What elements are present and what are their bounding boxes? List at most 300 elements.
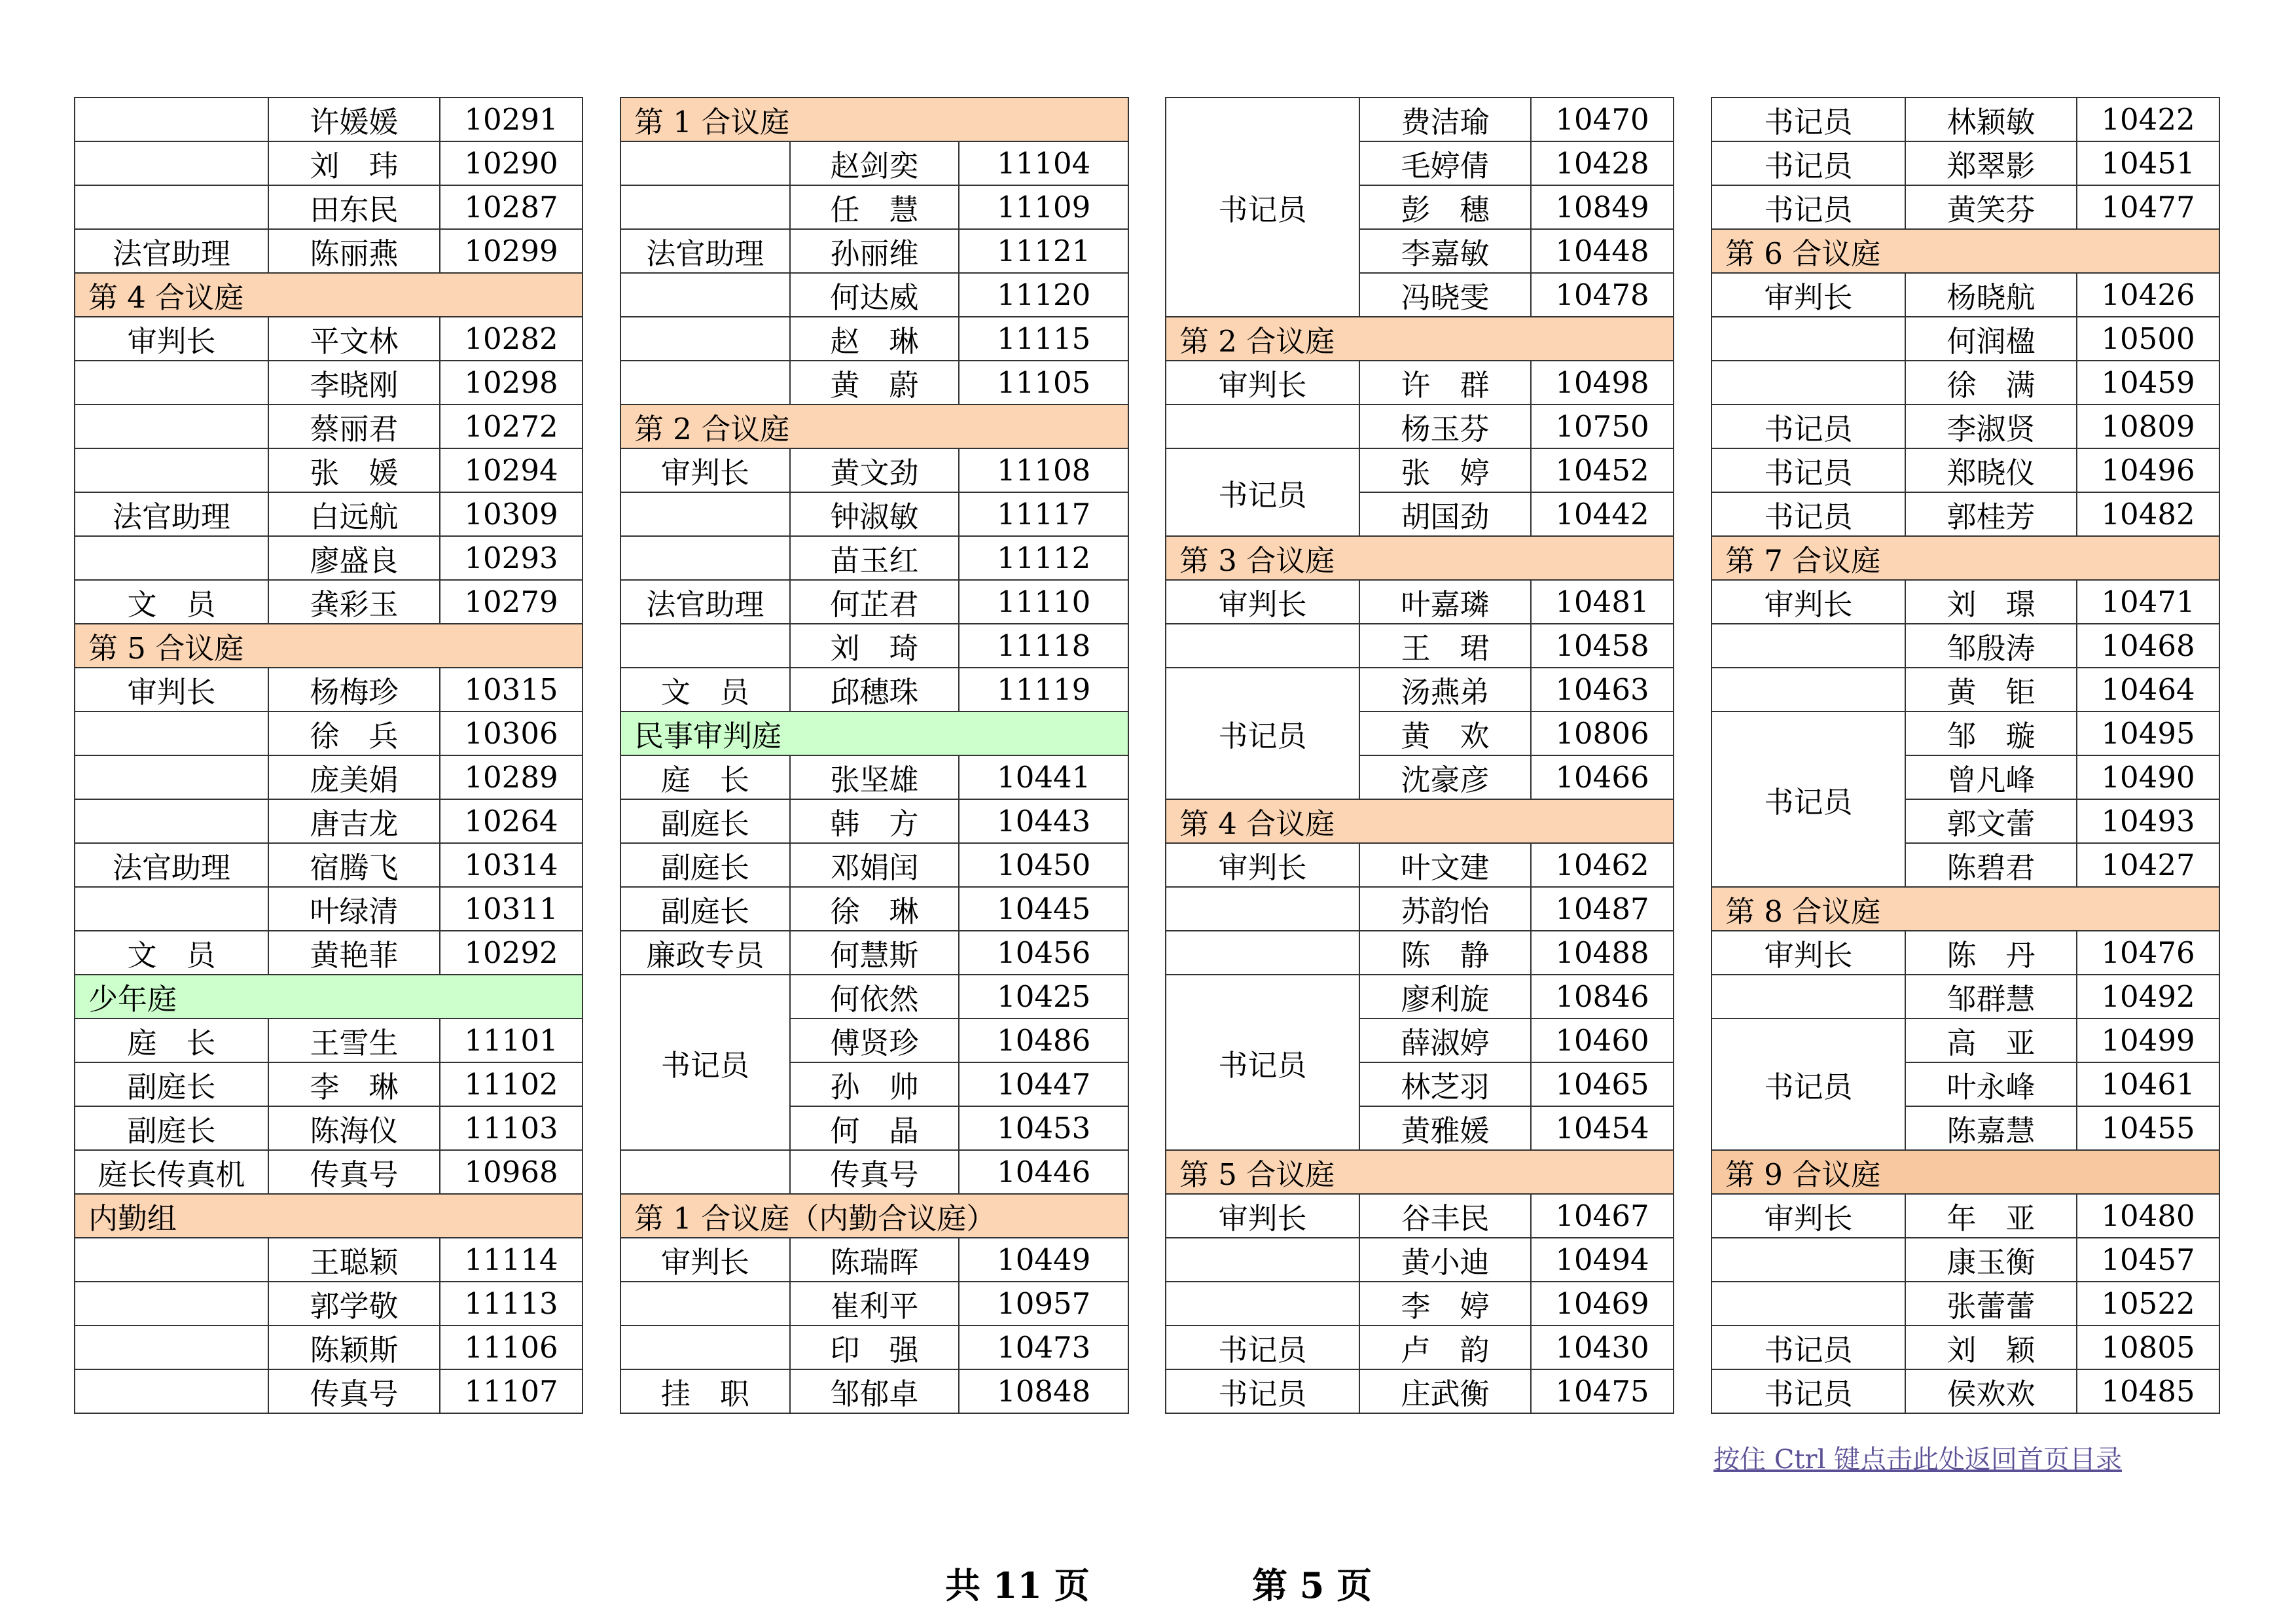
extension-cell: 10442 [1531,492,1674,536]
section-header-row [1166,536,1674,580]
extension-cell: 10495 [2077,712,2219,755]
extension-cell: 11105 [959,361,1128,405]
role-cell [1166,1238,1359,1282]
role-cell: 审判长 [75,668,268,712]
name-cell: 陈 丹 [1905,931,2077,975]
name-cell: 苗玉红 [790,536,960,580]
table-row [1166,448,1674,492]
table-row [1166,1326,1674,1369]
name-cell: 徐 琳 [790,887,960,931]
name-cell: 唐吉龙 [268,799,440,843]
name-cell: 崔利平 [790,1282,960,1326]
name-cell: 王雪生 [268,1019,440,1062]
name-cell: 刘 琦 [790,624,960,668]
name-cell: 邹 璇 [1905,712,2077,755]
name-cell: 叶嘉璘 [1359,580,1531,624]
role-cell: 审判长 [620,1238,790,1282]
name-cell: 沈豪彦 [1359,755,1531,799]
role-cell [75,361,268,405]
role-cell: 书记员 [1712,448,1905,492]
extension-cell: 10293 [440,536,583,580]
extension-cell: 10450 [959,843,1128,887]
extension-cell: 10298 [440,361,583,405]
role-cell: 法官助理 [620,580,790,624]
role-cell [1166,931,1359,975]
section-title: 第 5 合议庭 [75,624,583,668]
name-cell: 赵 琳 [790,317,960,361]
extension-cell: 10306 [440,712,583,755]
role-cell [1712,975,1905,1019]
name-cell: 叶文建 [1359,843,1531,887]
role-cell: 书记员 [1166,1326,1359,1369]
extension-cell: 10452 [1531,448,1674,492]
extension-cell: 10455 [2077,1106,2219,1150]
table-row [1712,405,2219,448]
role-cell: 法官助理 [75,843,268,887]
name-cell: 林颖敏 [1905,98,2077,141]
name-cell: 苏韵怡 [1359,887,1531,931]
table-row [75,141,583,185]
table-row [1712,448,2219,492]
name-cell: 胡国劲 [1359,492,1531,536]
extension-cell: 10448 [1531,229,1674,273]
name-cell: 陈瑞晖 [790,1238,960,1282]
table-row [620,931,1128,975]
role-cell: 书记员 [1166,668,1359,799]
total-pages: 共 11 页 [945,1564,1090,1606]
table-row [75,843,583,887]
table-row [75,1326,583,1369]
name-cell: 杨晓航 [1905,273,2077,317]
role-cell: 书记员 [1712,1019,1905,1150]
role-cell [75,755,268,799]
table-row [620,273,1128,317]
table-row [1166,668,1674,712]
table-row [620,1369,1128,1413]
table-row [1166,1282,1674,1326]
table-row [1712,1194,2219,1238]
role-cell: 法官助理 [75,492,268,536]
role-cell: 审判长 [1166,580,1359,624]
name-cell: 毛婷倩 [1359,141,1531,185]
table-row [620,580,1128,624]
table-row [1166,931,1674,975]
role-cell: 审判长 [1166,361,1359,405]
directory-column-1 [74,97,583,1414]
name-cell: 邱穗珠 [790,668,960,712]
extension-cell: 10462 [1531,843,1674,887]
table-row [620,536,1128,580]
role-cell: 审判长 [75,317,268,361]
name-cell: 傅贤珍 [790,1019,960,1062]
extension-cell: 10957 [959,1282,1128,1326]
role-cell: 审判长 [1712,273,1905,317]
name-cell: 陈丽燕 [268,229,440,273]
name-cell: 龚彩玉 [268,580,440,624]
name-cell: 邹郁卓 [790,1369,960,1413]
name-cell: 黄雅媛 [1359,1106,1531,1150]
name-cell: 传真号 [268,1150,440,1194]
section-title: 内勤组 [75,1194,583,1238]
table-row [620,141,1128,185]
role-cell [75,799,268,843]
name-cell: 张 婷 [1359,448,1531,492]
role-cell [620,141,790,185]
name-cell: 陈嘉慧 [1905,1106,2077,1150]
role-cell [75,98,268,141]
role-cell: 审判长 [1166,1194,1359,1238]
name-cell: 韩 方 [790,799,960,843]
role-cell: 庭 长 [620,755,790,799]
extension-cell: 11118 [959,624,1128,668]
role-cell [75,1326,268,1369]
table-row [1712,1282,2219,1326]
table-row [75,536,583,580]
name-cell: 刘 璟 [1905,580,2077,624]
table-row [1712,185,2219,229]
name-cell: 张蕾蕾 [1905,1282,2077,1326]
extension-cell: 10493 [2077,799,2219,843]
table-row [620,185,1128,229]
section-header-row [1166,1150,1674,1194]
extension-cell: 10809 [2077,405,2219,448]
name-cell: 刘 玮 [268,141,440,185]
name-cell: 庄武衡 [1359,1369,1531,1413]
name-cell: 庞美娟 [268,755,440,799]
role-cell: 书记员 [1712,405,1905,448]
extension-cell: 10309 [440,492,583,536]
table-row [75,492,583,536]
role-cell [620,492,790,536]
table-row [1712,317,2219,361]
role-cell: 审判长 [1712,1194,1905,1238]
table-row [620,624,1128,668]
role-cell: 副庭长 [75,1106,268,1150]
extension-cell: 10315 [440,668,583,712]
table-row [75,712,583,755]
role-cell: 书记员 [1712,712,1905,887]
name-cell: 蔡丽君 [268,405,440,448]
extension-cell: 11121 [959,229,1128,273]
role-cell: 书记员 [1712,1326,1905,1369]
table-row [1166,1194,1674,1238]
name-cell: 邓娟闰 [790,843,960,887]
table-row [620,755,1128,799]
extension-cell: 10488 [1531,931,1674,975]
extension-cell: 10490 [2077,755,2219,799]
role-cell [1712,317,1905,361]
extension-cell: 10476 [2077,931,2219,975]
extension-cell: 10279 [440,580,583,624]
extension-cell: 10454 [1531,1106,1674,1150]
extension-cell: 11107 [440,1369,583,1413]
extension-cell: 10463 [1531,668,1674,712]
table-row [1166,843,1674,887]
extension-cell: 10500 [2077,317,2219,361]
role-cell [75,185,268,229]
table-row [1166,624,1674,668]
extension-cell: 10272 [440,405,583,448]
table-row [620,1326,1128,1369]
table-row [1712,1369,2219,1413]
directory-column-3 [1165,97,1674,1414]
table-row [1712,580,2219,624]
name-cell: 邹群慧 [1905,975,2077,1019]
role-cell [75,141,268,185]
extension-cell: 11109 [959,185,1128,229]
name-cell: 传真号 [268,1369,440,1413]
extension-cell: 10282 [440,317,583,361]
extension-cell: 10451 [2077,141,2219,185]
table-row [1712,931,2219,975]
section-header-row [75,1194,583,1238]
extension-cell: 10292 [440,931,583,975]
name-cell: 康玉衡 [1905,1238,2077,1282]
name-cell: 彭 穗 [1359,185,1531,229]
extension-cell: 10498 [1531,361,1674,405]
extension-cell: 10459 [2077,361,2219,405]
role-cell: 法官助理 [75,229,268,273]
name-cell: 赵剑奕 [790,141,960,185]
table-row [1712,492,2219,536]
name-cell: 卢 韵 [1359,1326,1531,1369]
section-title: 民事审判庭 [620,712,1128,755]
role-cell: 审判长 [1166,843,1359,887]
role-cell [1166,1282,1359,1326]
name-cell: 李嘉敏 [1359,229,1531,273]
extension-cell: 10522 [2077,1282,2219,1326]
extension-cell: 10470 [1531,98,1674,141]
extension-cell: 11106 [440,1326,583,1369]
name-cell: 印 强 [790,1326,960,1369]
extension-cell: 10426 [2077,273,2219,317]
name-cell: 王聪颖 [268,1238,440,1282]
name-cell: 廖盛良 [268,536,440,580]
table-row [75,185,583,229]
extension-cell: 10494 [1531,1238,1674,1282]
extension-cell: 11115 [959,317,1128,361]
name-cell: 刘 颖 [1905,1326,2077,1369]
name-cell: 何达威 [790,273,960,317]
table-row [75,668,583,712]
role-cell [620,1282,790,1326]
role-cell: 书记员 [1166,975,1359,1150]
extension-cell: 10314 [440,843,583,887]
name-cell: 黄笑芬 [1905,185,2077,229]
extension-cell: 10294 [440,448,583,492]
name-cell: 汤燕弟 [1359,668,1531,712]
table-row [620,975,1128,1019]
extension-cell: 10486 [959,1019,1128,1062]
name-cell: 何润楹 [1905,317,2077,361]
name-cell: 薛淑婷 [1359,1019,1531,1062]
name-cell: 陈颖斯 [268,1326,440,1369]
extension-cell: 10806 [1531,712,1674,755]
role-cell [75,1369,268,1413]
name-cell: 邹殷涛 [1905,624,2077,668]
extension-cell: 11103 [440,1106,583,1150]
extension-cell: 10299 [440,229,583,273]
section-title: 第 6 合议庭 [1712,229,2219,273]
extension-cell: 10968 [440,1150,583,1194]
name-cell: 黄 钜 [1905,668,2077,712]
name-cell: 许 群 [1359,361,1531,405]
section-title: 第 5 合议庭 [1166,1150,1674,1194]
name-cell: 王 珺 [1359,624,1531,668]
table-row [1712,361,2219,405]
section-header-row [1166,317,1674,361]
name-cell: 侯欢欢 [1905,1369,2077,1413]
section-title: 第 3 合议庭 [1166,536,1674,580]
extension-cell: 10485 [2077,1369,2219,1413]
return-to-index-link[interactable]: 按住 Ctrl 键点击此处返回首页目录 [1713,1445,2123,1475]
name-cell: 徐 满 [1905,361,2077,405]
table-row [75,1062,583,1106]
extension-cell: 10805 [2077,1326,2219,1369]
role-cell [1712,668,1905,712]
name-cell: 田东民 [268,185,440,229]
extension-cell: 10471 [2077,580,2219,624]
table-row [75,98,583,141]
section-title: 第 9 合议庭 [1712,1150,2219,1194]
table-row [1166,887,1674,931]
role-cell [620,361,790,405]
name-cell: 杨玉芬 [1359,405,1531,448]
name-cell: 陈 静 [1359,931,1531,975]
name-cell: 郭文蕾 [1905,799,2077,843]
role-cell [75,1282,268,1326]
extension-cell: 10291 [440,98,583,141]
name-cell: 徐 兵 [268,712,440,755]
name-cell: 传真号 [790,1150,960,1194]
name-cell: 廖利旋 [1359,975,1531,1019]
extension-cell: 10422 [2077,98,2219,141]
table-row [620,361,1128,405]
section-title: 第 2 合议庭 [1166,317,1674,361]
role-cell: 副庭长 [75,1062,268,1106]
extension-cell: 10449 [959,1238,1128,1282]
table-row [1712,1019,2219,1062]
extension-cell: 10482 [2077,492,2219,536]
extension-cell: 10499 [2077,1019,2219,1062]
table-row [620,448,1128,492]
table-row [1712,712,2219,755]
role-cell: 书记员 [1712,141,1905,185]
table-row [75,1019,583,1062]
name-cell: 何依然 [790,975,960,1019]
section-header-row [1712,229,2219,273]
name-cell: 郑晓仪 [1905,448,2077,492]
role-cell: 庭长传真机 [75,1150,268,1194]
section-title: 第 8 合议庭 [1712,887,2219,931]
role-cell: 书记员 [1712,1369,1905,1413]
directory-column-4 [1711,97,2220,1414]
role-cell [1712,1282,1905,1326]
extension-cell: 10467 [1531,1194,1674,1238]
table-row [1166,98,1674,141]
extension-cell: 11119 [959,668,1128,712]
table-row [1712,141,2219,185]
extension-cell: 10475 [1531,1369,1674,1413]
extension-cell: 10468 [2077,624,2219,668]
section-title: 第 1 合议庭 [620,98,1128,141]
extension-cell: 11102 [440,1062,583,1106]
table-row [620,887,1128,931]
role-cell [1166,405,1359,448]
section-header-row [620,405,1128,448]
section-title: 第 4 合议庭 [75,273,583,317]
table-row [620,1238,1128,1282]
extension-cell: 11104 [959,141,1128,185]
table-row [1166,405,1674,448]
table-row [75,931,583,975]
role-cell: 书记员 [620,975,790,1150]
extension-cell: 10469 [1531,1282,1674,1326]
table-row [75,317,583,361]
name-cell: 许媛媛 [268,98,440,141]
role-cell [1712,1238,1905,1282]
table-row [75,361,583,405]
role-cell: 书记员 [1712,185,1905,229]
role-cell: 副庭长 [620,843,790,887]
role-cell: 审判长 [1712,580,1905,624]
name-cell: 高 亚 [1905,1019,2077,1062]
name-cell: 钟淑敏 [790,492,960,536]
section-header-row [75,624,583,668]
name-cell: 李晓刚 [268,361,440,405]
table-row [75,405,583,448]
table-row [620,843,1128,887]
section-header-row [620,98,1128,141]
role-cell [620,273,790,317]
name-cell: 陈碧君 [1905,843,2077,887]
name-cell: 何 晶 [790,1106,960,1150]
role-cell: 审判长 [1712,931,1905,975]
role-cell [620,624,790,668]
extension-cell: 11101 [440,1019,583,1062]
extension-cell: 10443 [959,799,1128,843]
name-cell: 孙丽维 [790,229,960,273]
extension-cell: 10425 [959,975,1128,1019]
extension-cell: 10848 [959,1369,1128,1413]
name-cell: 郭学敬 [268,1282,440,1326]
table-row [1712,273,2219,317]
role-cell [75,448,268,492]
table-row [1712,98,2219,141]
table-row [75,229,583,273]
name-cell: 何慧斯 [790,931,960,975]
extension-cell: 10750 [1531,405,1674,448]
name-cell: 陈海仪 [268,1106,440,1150]
name-cell: 黄文劲 [790,448,960,492]
extension-cell: 10430 [1531,1326,1674,1369]
role-cell: 文 员 [75,580,268,624]
section-header-row [75,273,583,317]
section-header-row [75,975,583,1019]
role-cell: 书记员 [1712,98,1905,141]
role-cell: 副庭长 [620,887,790,931]
name-cell: 张坚雄 [790,755,960,799]
role-cell: 书记员 [1166,98,1359,317]
name-cell: 任 慧 [790,185,960,229]
table-row [75,1369,583,1413]
role-cell [1166,624,1359,668]
section-header-row [1712,887,2219,931]
extension-cell: 10447 [959,1062,1128,1106]
name-cell: 李淑贤 [1905,405,2077,448]
section-header-row [1712,536,2219,580]
table-row [620,1150,1128,1194]
